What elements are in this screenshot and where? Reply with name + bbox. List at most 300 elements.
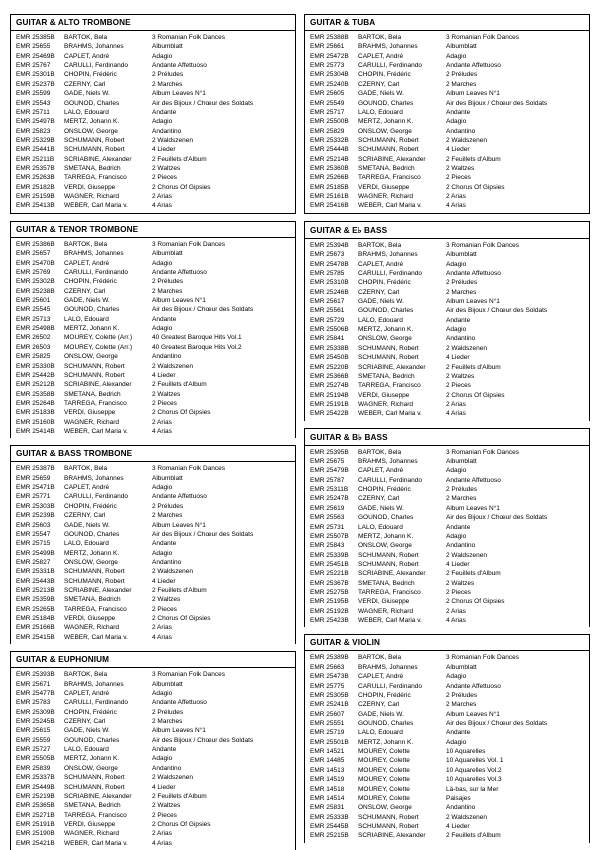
item-code: EMR 14519 xyxy=(310,776,345,784)
item-code: EMR 14521 xyxy=(310,748,345,756)
catalog-row xyxy=(11,689,295,698)
item-title: Andante Affettuoso xyxy=(152,62,207,70)
item-title: 2 Préludes xyxy=(446,486,478,494)
item-title: Albumblatt xyxy=(446,458,477,466)
item-composer: ONSLOW, George xyxy=(358,542,412,550)
item-code: EMR 25331B xyxy=(16,568,55,576)
catalog-row xyxy=(11,521,295,530)
item-composer: LALO, Edouard xyxy=(64,540,109,548)
catalog-row xyxy=(11,418,295,427)
catalog-row xyxy=(305,372,589,381)
item-code: EMR 25727 xyxy=(16,746,51,754)
item-composer: SMETANA, Bedrich xyxy=(358,165,415,173)
item-title: Andantino xyxy=(446,804,476,812)
catalog-row xyxy=(11,754,295,763)
item-code: EMR 25717 xyxy=(310,108,345,116)
item-title: Albumblatt xyxy=(446,251,477,259)
item-composer: CARULLI, Ferdinando xyxy=(358,682,422,690)
item-title: Albumblatt xyxy=(152,680,183,688)
item-composer: WAGNER, Richard xyxy=(358,400,414,408)
catalog-row xyxy=(305,269,589,278)
catalog-row xyxy=(305,494,589,503)
item-code: EMR 25841 xyxy=(310,335,345,343)
item-code: EMR 25827 xyxy=(16,558,51,566)
catalog-row xyxy=(305,391,589,400)
item-code: EMR 25264B xyxy=(16,399,55,407)
item-title: 2 Waldszenen xyxy=(446,813,487,821)
item-composer: WEBER, Carl Maria v. xyxy=(64,839,128,847)
item-code: EMR 25330B xyxy=(16,362,55,370)
catalog-row xyxy=(305,183,589,192)
catalog-row xyxy=(11,801,295,810)
item-composer: BARTOK, Bela xyxy=(64,671,108,679)
item-composer: SCHUMANN, Robert xyxy=(358,136,419,144)
item-composer: CZERNY, Carl xyxy=(358,80,400,88)
catalog-row xyxy=(11,511,295,520)
item-code: EMR 25451B xyxy=(310,560,349,568)
section-title: GUITAR & B♭ BASS xyxy=(305,429,589,446)
item-composer: GOUNOD, Charles xyxy=(64,99,120,107)
item-code: EMR 25471B xyxy=(16,484,55,492)
catalog-row xyxy=(11,595,295,604)
item-composer: CARULLI, Ferdinando xyxy=(64,62,128,70)
item-title: 2 Waltzes xyxy=(446,165,475,173)
catalog-row xyxy=(11,698,295,707)
item-composer: LALO, Edouard xyxy=(358,316,403,324)
item-title: 2 Feuillets d'Album xyxy=(446,363,501,371)
item-composer: VERDI, Giuseppe xyxy=(64,409,116,417)
catalog-row xyxy=(305,260,589,269)
catalog-row xyxy=(11,268,295,277)
item-title: 4 Lieder xyxy=(446,560,470,568)
item-composer: WAGNER, Richard xyxy=(64,418,120,426)
catalog-row xyxy=(11,764,295,773)
item-composer: BRAHMS, Johannes xyxy=(64,43,124,51)
item-composer: BARTOK, Bela xyxy=(358,448,402,456)
item-composer: MOUREY, Colette xyxy=(358,748,410,756)
item-code: EMR 25551 xyxy=(310,720,345,727)
item-composer: CHOPIN, Frédéric xyxy=(64,278,117,286)
item-composer: VERDI, Giuseppe xyxy=(358,391,410,399)
item-title: Andante xyxy=(152,540,177,548)
item-code: EMR 25671 xyxy=(16,680,51,688)
item-composer: MOUREY, Colette xyxy=(358,766,410,774)
item-title: Andante Affettuoso xyxy=(446,682,501,690)
item-title: 2 Marches xyxy=(446,288,477,296)
item-code: EMR 25450B xyxy=(310,354,349,362)
catalog-row xyxy=(305,127,589,136)
item-title: Andante Affettuoso xyxy=(446,476,501,484)
item-title: 4 Lieder xyxy=(152,577,176,585)
item-code: EMR 25675 xyxy=(310,458,345,466)
catalog-row xyxy=(11,42,295,51)
item-title: Adagio xyxy=(446,467,467,475)
item-code: EMR 25599 xyxy=(16,90,51,98)
item-composer: CAPLET, André xyxy=(358,467,404,475)
catalog-row xyxy=(305,756,589,765)
catalog-row xyxy=(305,691,589,700)
item-code: EMR 25212B xyxy=(16,381,55,389)
item-title: Andantino xyxy=(152,127,182,135)
item-code: EMR 25659 xyxy=(16,474,51,482)
item-code: EMR 25787 xyxy=(310,476,345,484)
item-code: EMR 25183B xyxy=(16,409,55,417)
item-code: EMR 25310B xyxy=(310,279,349,287)
item-composer: CHOPIN, Frédéric xyxy=(358,691,411,699)
catalog-row xyxy=(11,52,295,61)
item-composer: TARREGA, Francisco xyxy=(64,399,127,407)
item-composer: GADE, Niels W. xyxy=(358,297,404,305)
item-title: Andante xyxy=(152,315,177,323)
item-composer: ONSLOW, George xyxy=(358,127,412,135)
section-title: GUITAR & TENOR TROMBONE xyxy=(11,222,295,238)
item-code: EMR 25359B xyxy=(16,596,55,604)
item-title: 4 Arias xyxy=(152,202,172,210)
catalog-row xyxy=(305,89,589,98)
catalog-row xyxy=(11,558,295,567)
item-composer: MERTZ, Johann K. xyxy=(358,326,414,334)
item-title: Andante xyxy=(152,108,177,116)
item-composer: ONSLOW, George xyxy=(64,558,118,566)
catalog-row xyxy=(11,201,295,210)
catalog-row xyxy=(305,306,589,315)
item-title: Air des Bijoux / Chœur des Soldats xyxy=(152,306,254,314)
item-title: 2 Chorus Of Gipsies xyxy=(446,391,505,399)
catalog-row xyxy=(11,80,295,89)
catalog-row xyxy=(11,136,295,145)
catalog-row xyxy=(305,813,589,822)
item-code: EMR 14513 xyxy=(310,766,345,774)
item-code: EMR 25605 xyxy=(310,90,345,98)
item-code: EMR 25619 xyxy=(310,504,345,512)
item-composer: BRAHMS, Johannes xyxy=(358,663,418,671)
catalog-row xyxy=(305,663,589,672)
item-composer: BRAHMS, Johannes xyxy=(64,474,124,482)
item-code: EMR 25829 xyxy=(310,127,345,135)
item-code: EMR 25194B xyxy=(310,391,349,399)
catalog-row xyxy=(11,99,295,108)
item-title: 2 Chorus Of Gipsies xyxy=(152,615,211,623)
catalog-row xyxy=(11,549,295,558)
item-code: EMR 25655 xyxy=(16,43,51,51)
catalog-row xyxy=(305,579,589,588)
item-title: 2 Préludes xyxy=(446,691,478,699)
item-code: EMR 25442B xyxy=(16,371,55,379)
item-title: Andantino xyxy=(152,558,182,566)
catalog-row xyxy=(11,408,295,417)
item-title: Air des Bijoux / Chœur des Soldats xyxy=(152,99,254,107)
item-title: 10 Aquarelles Vol. 1 xyxy=(446,757,504,765)
item-composer: ONSLOW, George xyxy=(64,127,118,135)
item-code: EMR 14518 xyxy=(310,785,345,793)
item-composer: MERTZ, Johann K. xyxy=(358,738,414,746)
item-composer: GADE, Niels W. xyxy=(64,90,110,98)
item-composer: LALO, Edouard xyxy=(358,108,403,116)
item-code: EMR 25190B xyxy=(16,830,55,838)
catalog-row xyxy=(305,822,589,831)
item-title: Adagio xyxy=(446,532,467,540)
catalog-row xyxy=(305,523,589,532)
item-title: 2 Préludes xyxy=(152,708,184,716)
item-composer: MERTZ, Johann K. xyxy=(64,325,120,333)
catalog-row xyxy=(305,33,589,42)
item-title: Air des Bijoux / Chœur des Soldats xyxy=(446,720,548,727)
item-code: EMR 25500B xyxy=(310,118,349,126)
item-title: 2 Arias xyxy=(152,193,172,201)
item-code: EMR 25246B xyxy=(310,288,349,296)
item-title: Album Leaves N°1 xyxy=(152,727,206,735)
item-title: 2 Marches xyxy=(152,80,183,88)
item-title: 4 Lieder xyxy=(152,371,176,379)
item-title: 2 Chorus Of Gipsies xyxy=(152,820,211,828)
catalog-row xyxy=(305,532,589,541)
catalog-row xyxy=(305,353,589,362)
item-composer: WEBER, Carl Maria v. xyxy=(358,202,422,210)
item-composer: MERTZ, Johann K. xyxy=(358,532,414,540)
item-title: 2 Feuillets d'Album xyxy=(152,381,207,389)
item-composer: BARTOK, Bela xyxy=(64,34,108,41)
item-composer: GADE, Niels W. xyxy=(358,504,404,512)
item-code: EMR 25547 xyxy=(16,530,51,538)
item-title: 4 Arias xyxy=(152,839,172,847)
catalog-row xyxy=(11,577,295,586)
item-title: 40 Greatest Baroque Hits Vol.2 xyxy=(152,343,242,351)
item-title: 2 Waldszenen xyxy=(152,774,193,782)
item-title: Air des Bijoux / Chœur des Soldats xyxy=(446,514,548,522)
catalog-row xyxy=(305,466,589,475)
item-composer: BARTOK, Bela xyxy=(358,654,402,662)
item-composer: GADE, Niels W. xyxy=(64,296,110,304)
item-composer: SCRIABINE, Alexander xyxy=(358,832,426,840)
item-composer: GOUNOD, Charles xyxy=(358,99,414,107)
item-composer: MERTZ, Johann K. xyxy=(64,118,120,126)
item-composer: SCHUMANN, Robert xyxy=(64,568,125,576)
item-code: EMR 25561 xyxy=(310,307,345,315)
item-composer: CZERNY, Carl xyxy=(64,287,106,295)
item-title: Adagio xyxy=(152,325,173,333)
catalog-row xyxy=(11,240,295,249)
item-title: 2 Arias xyxy=(152,830,172,838)
item-composer: CAPLET, André xyxy=(64,259,110,267)
item-composer: LALO, Edouard xyxy=(358,523,403,531)
catalog-row xyxy=(11,811,295,820)
item-title: Album Leaves N°1 xyxy=(446,710,500,718)
item-title: Albumblatt xyxy=(446,43,477,51)
item-code: EMR 25274B xyxy=(310,382,349,390)
item-composer: CHOPIN, Frédéric xyxy=(64,71,117,79)
catalog-row xyxy=(305,457,589,466)
catalog-row xyxy=(11,33,295,42)
item-code: EMR 25333B xyxy=(310,813,349,821)
item-code: EMR 25549 xyxy=(310,99,345,107)
item-composer: TARREGA, Francisco xyxy=(358,382,421,390)
catalog-row xyxy=(11,108,295,117)
item-composer: CHOPIN, Frédéric xyxy=(358,486,411,494)
catalog-row xyxy=(11,483,295,492)
item-code: EMR 25166B xyxy=(16,624,55,632)
item-code: EMR 25506B xyxy=(310,326,349,334)
item-code: EMR 25395B xyxy=(310,448,349,456)
item-code: EMR 25239B xyxy=(16,512,55,520)
item-code: EMR 25470B xyxy=(16,259,55,267)
item-composer: WAGNER, Richard xyxy=(64,830,120,838)
item-composer: ONSLOW, George xyxy=(358,804,412,812)
item-composer: TARREGA, Francisco xyxy=(358,174,421,182)
item-code: EMR 25839 xyxy=(16,764,51,772)
item-title: Adagio xyxy=(446,738,467,746)
item-composer: SCHUMANN, Robert xyxy=(64,577,125,585)
item-title: 4 Arias xyxy=(152,633,172,641)
item-code: EMR 25221B xyxy=(310,570,349,578)
item-title: 2 Pieces xyxy=(152,399,177,407)
catalog-row xyxy=(305,173,589,182)
catalog-row xyxy=(305,155,589,164)
item-composer: CAPLET, André xyxy=(358,52,404,60)
catalog-row xyxy=(305,344,589,353)
item-title: Albumblatt xyxy=(152,250,183,258)
catalog-row xyxy=(11,70,295,79)
item-composer: WAGNER, Richard xyxy=(358,607,414,615)
item-title: 2 Pieces xyxy=(152,811,177,819)
item-title: 2 Pieces xyxy=(152,174,177,182)
item-code: EMR 25388B xyxy=(310,34,349,41)
item-title: Andante Affettuoso xyxy=(446,269,501,277)
section-title: GUITAR & EUPHONIUM xyxy=(11,652,295,668)
item-composer: BARTOK, Bela xyxy=(358,241,402,249)
item-composer: WEBER, Carl Maria v. xyxy=(358,617,422,625)
item-code: EMR 25309B xyxy=(16,708,55,716)
catalog-row xyxy=(305,145,589,154)
item-code: EMR 25711 xyxy=(16,108,50,116)
item-code: EMR 25775 xyxy=(310,682,345,690)
item-code: EMR 25311B xyxy=(310,486,349,494)
catalog-row xyxy=(305,803,589,812)
item-code: EMR 25443B xyxy=(16,577,55,585)
item-composer: SCHUMANN, Robert xyxy=(358,560,419,568)
item-composer: SMETANA, Bedrich xyxy=(64,596,121,604)
section-rows xyxy=(11,31,295,213)
catalog-row xyxy=(11,614,295,623)
catalog-row xyxy=(305,672,589,681)
item-title: 4 Lieder xyxy=(446,354,470,362)
catalog-row xyxy=(305,136,589,145)
item-title: 4 Arias xyxy=(446,202,466,210)
item-composer: SMETANA, Bedrich xyxy=(64,802,121,810)
item-title: 10 Aquarelles xyxy=(446,748,486,756)
item-title: 4 Arias xyxy=(446,410,466,418)
item-title: 2 Pieces xyxy=(446,174,471,182)
item-composer: MERTZ, Johann K. xyxy=(64,549,120,557)
item-title: Andante Affettuoso xyxy=(152,493,207,501)
catalog-row xyxy=(305,250,589,259)
item-title: Andante xyxy=(446,316,471,324)
catalog-row xyxy=(11,399,295,408)
item-code: EMR 25607 xyxy=(310,710,345,718)
item-title: 2 Waltzes xyxy=(446,579,475,587)
item-title: Air des Bijoux / Chœur des Soldats xyxy=(152,530,254,538)
item-title: 3 Romanian Folk Dances xyxy=(446,34,519,41)
item-composer: MOUREY, Colette xyxy=(358,794,410,802)
catalog-row xyxy=(11,127,295,136)
item-composer: ONSLOW, George xyxy=(64,353,118,361)
item-title: 2 Marches xyxy=(152,287,183,295)
item-code: EMR 25414B xyxy=(16,428,55,436)
item-title: Paisajes xyxy=(446,794,471,802)
catalog-row xyxy=(305,785,589,794)
item-composer: MOUREY, Colette xyxy=(358,776,410,784)
item-composer: GOUNOD, Charles xyxy=(64,736,120,744)
catalog-row xyxy=(305,278,589,287)
item-composer: CAPLET, André xyxy=(64,689,110,697)
item-code: EMR 25367B xyxy=(310,579,349,587)
item-composer: SMETANA, Bedrich xyxy=(64,390,121,398)
item-composer: SCRIABINE, Alexander xyxy=(64,155,132,163)
catalog-row xyxy=(11,708,295,717)
item-title: Adagio xyxy=(152,484,173,492)
section-rows xyxy=(305,31,589,213)
item-composer: CAPLET, André xyxy=(64,52,110,60)
catalog-row xyxy=(11,427,295,436)
item-title: Albumblatt xyxy=(152,43,183,51)
catalog-row xyxy=(305,316,589,325)
item-code: EMR 25843 xyxy=(310,542,345,550)
item-composer: VERDI, Giuseppe xyxy=(358,183,410,191)
catalog-row xyxy=(11,745,295,754)
item-composer: CZERNY, Carl xyxy=(64,718,106,725)
item-composer: CARULLI, Ferdinando xyxy=(358,62,422,70)
item-composer: MERTZ, Johann K. xyxy=(358,118,414,126)
item-composer: CHOPIN, Frédéric xyxy=(64,502,117,510)
item-code: EMR 25421B xyxy=(16,839,55,847)
item-code: EMR 25304B xyxy=(310,71,349,79)
item-composer: SCHUMANN, Robert xyxy=(64,362,125,370)
item-title: Album Leaves N°1 xyxy=(446,90,500,98)
item-code: EMR 25214B xyxy=(310,155,349,163)
catalog-row xyxy=(305,241,589,250)
item-composer: MOUREY, Colette xyxy=(358,785,410,793)
catalog-row xyxy=(11,567,295,576)
item-code: EMR 25184B xyxy=(16,615,55,623)
item-code: EMR 25415B xyxy=(16,633,55,641)
catalog-row xyxy=(305,682,589,691)
section-rows xyxy=(11,668,295,850)
item-title: Adagio xyxy=(152,259,173,267)
catalog-row xyxy=(11,296,295,305)
item-title: Adagio xyxy=(446,260,467,268)
item-code: EMR 25731 xyxy=(310,523,345,531)
item-code: EMR 25247B xyxy=(310,495,349,503)
item-code: EMR 25357B xyxy=(16,165,55,173)
item-composer: SCRIABINE, Alexander xyxy=(64,587,132,595)
item-code: EMR 25767 xyxy=(16,62,51,70)
item-composer: BARTOK, Bela xyxy=(358,34,402,41)
catalog-row xyxy=(11,324,295,333)
item-code: EMR 25238B xyxy=(16,287,55,295)
item-composer: BRAHMS, Johannes xyxy=(358,458,418,466)
item-title: 40 Greatest Baroque Hits Vol.1 xyxy=(152,334,242,342)
item-code: EMR 25545 xyxy=(16,306,51,314)
item-code: EMR 25211B xyxy=(16,155,55,163)
item-composer: BRAHMS, Johannes xyxy=(358,251,418,259)
item-composer: MOUREY, Colette (Arr.) xyxy=(64,334,133,342)
item-composer: GADE, Niels W. xyxy=(64,521,110,529)
item-code: EMR 25245B xyxy=(16,718,55,725)
catalog-row xyxy=(305,560,589,569)
item-title: 2 Feuillets d'Album xyxy=(152,155,207,163)
item-code: EMR 25823 xyxy=(16,127,51,135)
item-code: EMR 25479B xyxy=(310,467,349,475)
item-composer: SCHUMANN, Robert xyxy=(64,136,125,144)
